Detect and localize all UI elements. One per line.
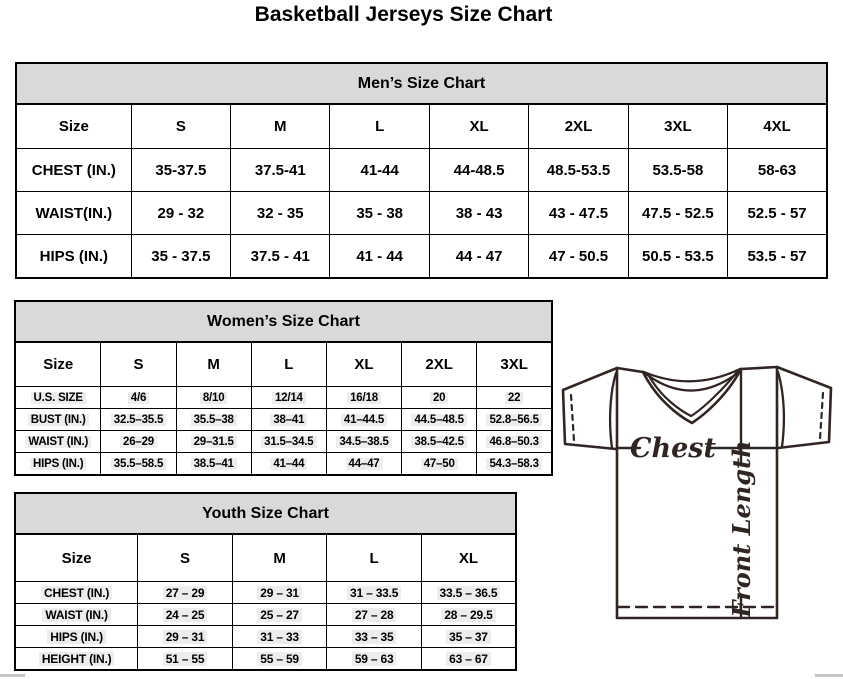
youth-size-chart [14,492,517,671]
size-label-header: Size [16,104,131,149]
value-cell [529,149,628,192]
cell-value: 51 – 55 [163,652,208,666]
cell-value: 31 – 33.5 [347,586,401,600]
table-row [16,192,827,235]
cell-value: 32 - 35 [256,204,304,222]
value-cell [232,604,327,626]
cell-value: 35 - 37.5 [151,247,211,265]
cell-value: 35.5–38 [191,414,237,426]
cell-value: 44.5–48.5 [411,414,466,426]
value-cell [429,192,528,235]
value-cell [477,409,552,431]
cell-value: 8/10 [200,392,228,404]
cell-value: 29–31.5 [191,436,237,448]
jersey-right-armhole-seam [778,372,784,447]
cell-value: 54.3–58.3 [486,458,541,470]
value-cell [421,604,516,626]
womens-size-table [14,300,553,476]
table-row [15,387,552,409]
cell-value: 53.5 - 57 [747,247,807,265]
mens-size-chart [15,62,828,279]
cell-value: 47 - 50.5 [548,247,609,265]
row-label-cell [15,453,101,476]
scrollbar-fragment-left[interactable] [0,674,25,677]
cell-value: 52.8–56.5 [486,414,541,426]
table-row [15,431,552,453]
size-header-row [15,342,552,387]
cell-value: 48.5-53.5 [546,161,611,179]
size-column-header: M [176,342,251,387]
size-column-header: L [251,342,326,387]
cell-value: 41–44.5 [341,414,387,426]
value-cell [421,582,516,604]
size-column-header: 3XL [628,104,727,149]
row-label-cell [15,604,138,626]
value-cell [477,431,552,453]
row-label-cell [15,431,101,453]
table-row [16,235,827,279]
value-cell [330,235,429,279]
table-row [15,453,552,476]
value-cell [251,409,326,431]
youth-chart-title: Youth Size Chart [15,493,516,534]
value-cell [728,149,827,192]
cell-value: 35 - 38 [356,204,404,222]
value-cell [176,453,251,476]
front-length-measure-label: Front Length [727,440,756,618]
value-cell [402,409,477,431]
size-column-header: 3XL [477,342,552,387]
row-label: HIPS (IN.) [39,247,108,265]
value-cell [251,387,326,409]
cell-value: 33.5 – 36.5 [437,586,501,600]
value-cell [176,387,251,409]
value-cell [728,192,827,235]
size-column-header: XL [421,534,516,582]
size-column-header: XL [326,342,401,387]
cell-value: 31 – 33 [257,630,302,644]
size-column-header: M [232,534,327,582]
cell-value: 41-44 [360,161,399,179]
jersey-left-cuff-dashes [571,395,574,441]
cell-value: 46.8–50.3 [486,436,541,448]
value-cell [421,626,516,648]
cell-value: 58-63 [757,161,797,179]
size-column-header: S [138,534,233,582]
value-cell [231,235,330,279]
size-column-header: 2XL [402,342,477,387]
size-column-header: M [231,104,330,149]
row-label: WAIST(IN.) [35,204,113,222]
cell-value: 38–41 [270,414,307,426]
row-label: HEIGHT (IN.) [39,652,115,666]
value-cell [529,192,628,235]
value-cell [628,235,727,279]
cell-value: 52.5 - 57 [747,204,807,222]
men-chart-title: Men’s Size Chart [16,63,827,104]
cell-value: 50.5 - 53.5 [642,247,714,265]
value-cell [327,648,422,671]
row-label: HIPS (IN.) [30,458,86,470]
row-label-cell [15,648,138,671]
youth-size-table [14,492,517,671]
value-cell [326,431,401,453]
size-column-header: 4XL [728,104,827,149]
value-cell [101,453,176,476]
value-cell [402,387,477,409]
chest-measure-label: Chest [630,433,716,464]
value-cell [728,235,827,279]
value-cell [326,453,401,476]
cell-value: 27 – 28 [352,608,397,622]
row-label-cell [15,409,101,431]
jersey-left-armhole-seam [610,373,616,448]
row-label-cell [16,149,131,192]
table-row [15,648,516,671]
value-cell [251,431,326,453]
value-cell [138,626,233,648]
cell-value: 38 - 43 [455,204,503,222]
cell-value: 4/6 [128,392,149,404]
cell-value: 20 [430,392,448,404]
cell-value: 26–29 [120,436,157,448]
jersey-right-cuff-dashes [820,393,823,439]
value-cell [131,149,230,192]
value-cell [232,626,327,648]
value-cell [131,192,230,235]
cell-value: 41–44 [270,458,307,470]
value-cell [176,409,251,431]
value-cell [330,192,429,235]
cell-value: 28 – 29.5 [441,608,495,622]
scrollbar-fragment-right[interactable] [815,674,843,677]
size-column-header: L [327,534,422,582]
value-cell [176,431,251,453]
size-column-header: S [101,342,176,387]
value-cell [327,582,422,604]
size-header-row [16,104,827,149]
cell-value: 37.5 - 41 [250,247,310,265]
table-row [15,604,516,626]
cell-value: 38.5–42.5 [411,436,466,448]
value-cell [251,453,326,476]
row-label-cell [15,387,101,409]
value-cell [326,409,401,431]
cell-value: 47.5 - 52.5 [642,204,714,222]
value-cell [101,387,176,409]
value-cell [402,453,477,476]
cell-value: 27 – 29 [163,586,208,600]
table-row [15,626,516,648]
cell-value: 44–47 [346,458,383,470]
cell-value: 43 - 47.5 [548,204,609,222]
value-cell [529,235,628,279]
row-label-cell [16,192,131,235]
value-cell [131,235,230,279]
cell-value: 37.5-41 [254,161,306,179]
table-row [15,409,552,431]
cell-value: 34.5–38.5 [336,436,391,448]
cell-value: 41 - 44 [356,247,404,265]
jersey-collar-arc-1 [644,369,740,381]
value-cell [628,192,727,235]
table-row [16,149,827,192]
cell-value: 32.5–35.5 [111,414,166,426]
cell-value: 35-37.5 [155,161,207,179]
value-cell [421,648,516,671]
cell-value: 63 – 67 [446,652,491,666]
row-label: CHEST (IN.) [41,586,112,600]
size-column-header: L [330,104,429,149]
row-label-cell [15,626,138,648]
cell-value: 38.5–41 [191,458,237,470]
cell-value: 55 – 59 [257,652,302,666]
value-cell [231,192,330,235]
row-label: U.S. SIZE [31,392,86,404]
cell-value: 31.5–34.5 [261,436,316,448]
row-label: WAIST (IN.) [25,436,91,448]
value-cell [477,387,552,409]
cell-value: 29 - 32 [157,204,205,222]
cell-value: 35.5–58.5 [111,458,166,470]
size-column-header: 2XL [529,104,628,149]
value-cell [138,604,233,626]
size-column-header: S [131,104,230,149]
cell-value: 29 – 31 [257,586,302,600]
cell-value: 16/18 [347,392,381,404]
row-label-cell [15,582,138,604]
cell-value: 35 – 37 [446,630,491,644]
size-label-header: Size [15,534,138,582]
size-label-header: Size [15,342,101,387]
page-title: Basketball Jerseys Size Chart [254,3,553,26]
cell-value: 24 – 25 [163,608,208,622]
cell-value: 22 [505,392,523,404]
cell-value: 44-48.5 [453,161,505,179]
value-cell [138,648,233,671]
value-cell [330,149,429,192]
cell-value: 12/14 [272,392,306,404]
value-cell [326,387,401,409]
value-cell [429,235,528,279]
cell-value: 53.5-58 [652,161,704,179]
womens-size-chart [14,300,553,476]
value-cell [477,453,552,476]
women-chart-title: Women’s Size Chart [15,301,552,342]
value-cell [101,431,176,453]
value-cell [327,604,422,626]
size-column-header: XL [429,104,528,149]
cell-value: 44 - 47 [455,247,503,265]
cell-value: 59 – 63 [352,652,397,666]
value-cell [231,149,330,192]
cell-value: 25 – 27 [257,608,302,622]
value-cell [628,149,727,192]
row-label: HIPS (IN.) [47,630,106,644]
mens-size-table [15,62,828,279]
row-label: BUST (IN.) [28,414,89,426]
cell-value: 33 – 35 [352,630,397,644]
jersey-measurement-diagram [555,356,843,622]
value-cell [402,431,477,453]
value-cell [101,409,176,431]
row-label: WAIST (IN.) [42,608,110,622]
row-label-cell [16,235,131,279]
value-cell [232,648,327,671]
row-label: CHEST (IN.) [31,161,116,179]
cell-value: 29 – 31 [163,630,208,644]
value-cell [327,626,422,648]
value-cell [232,582,327,604]
value-cell [429,149,528,192]
value-cell [138,582,233,604]
cell-value: 47–50 [421,458,458,470]
table-row [15,582,516,604]
size-header-row [15,534,516,582]
